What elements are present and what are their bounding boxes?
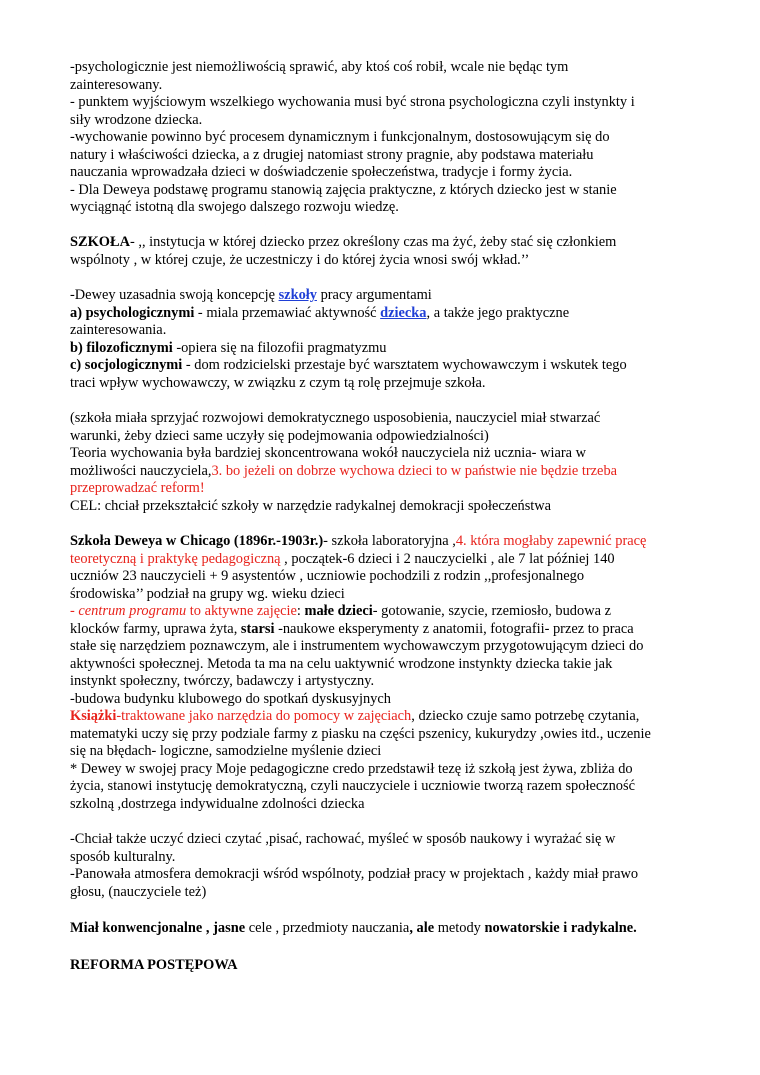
szkola-label: SZKOŁA [70, 234, 130, 250]
link-szkoly[interactable]: szkoły [278, 287, 317, 303]
text-line: -Chciał także uczyć dzieci czytać ,pisać, rachować, myśleć w sposób naukowy i wyrażać się w [70, 831, 616, 847]
szkola-definition: SZKOŁA- ,, instytucja w której dziecko przez określony czas ma żyć, żeby stać się członkiem [70, 234, 617, 250]
text-line: zainteresowania. [70, 322, 167, 338]
chicago-title-line: Szkoła Deweya w Chicago (1896r.-1903r.)- szkoła laboratoryjna ,4. która mogłaby zapewnić pracę [70, 533, 647, 549]
text-line: -wychowanie powinno być procesem dynamicznym i funkcjonalnym, dostosowującym się do [70, 129, 610, 145]
text-line: -Panowała atmosfera demokracji wśród wspólnoty, podział pracy w projektach , każdy miał prawo [70, 866, 639, 882]
text-line: (szkoła miała sprzyjać rozwojowi demokratycznego usposobienia, nauczyciel miał stwarzać [70, 410, 601, 426]
dewey-args-intro: -Dewey uzasadnia swoją koncepcję szkoły pracy argumentami [70, 287, 432, 303]
text-line: warunki, żeby dzieci same uczyły się podejmowania odpowiedzialności) [70, 428, 489, 444]
text-line: traci wpływ wychowawczy, w związku z czym tą rolę przejmuje szkoła. [70, 375, 486, 391]
text-line: życia, stanowi instytucję demokratyczną, czyli nauczyciele i uczniowie tworzą razem społeczność [70, 778, 635, 794]
arg-sociological: c) socjologicznymi - dom rodzicielski przestaje być warsztatem wychowawczym i wskutek tego [70, 357, 627, 373]
text-line: możliwości nauczyciela,3. bo jeżeli on dobrze wychowa dzieci to w państwie nie będzie trzeba [70, 463, 618, 479]
text-line: -budowa budynku klubowego do spotkań dyskusyjnych [70, 691, 391, 707]
text-line: środowiska’’ podział na grupy wg. wieku dzieci [70, 586, 345, 602]
text-line: * Dewey w swojej pracy Moje pedagogiczne credo przedstawił tezę iż szkołą jest żywa, zbliża do [70, 761, 633, 777]
text-line: instynkt społeczny, twórczy, badawczy i artystyczny. [70, 673, 375, 689]
text-line: -psychologicznie jest niemożliwością sprawić, aby ktoś coś robił, wcale nie będąc tym [70, 59, 569, 75]
arg-psychological: a) psychologicznymi - miala przemawiać aktywność dziecka, a także jego praktyczne [70, 305, 570, 321]
summary-line: Miał konwencjonalne , jasne cele , przedmioty nauczania, ale metody nowatorskie i radykalne. [70, 920, 637, 936]
text-line: wspólnoty , w której czuje, że uczestniczy i do której życia wnosi swój wkład.’’ [70, 252, 530, 268]
text-line: wyciągnąć istotną dla swojego dalszego rozwoju wiedzę. [70, 199, 399, 215]
text-line: szkolną ,dostrzega indywidualne zdolności dziecka [70, 796, 365, 812]
text-line: siły wrodzone dziecka. [70, 112, 203, 128]
text-line: klocków farmy, uprawa żyta, starsi -naukowe eksperymenty z anatomii, fotografii- przez to praca [70, 621, 634, 637]
section-heading: REFORMA POSTĘPOWA [70, 957, 238, 973]
arg-philosophical: b) filozoficznymi -opiera się na filozofii pragmatyzmu [70, 340, 387, 356]
text-line: natury i właściwości dziecka, a z drugiej natomiast strony pragnie, aby podstawa materiału [70, 147, 594, 163]
text-line: nauczania wprowadzała dzieci w doświadczenie społeczeństwa, tradycje i formy życia. [70, 164, 573, 180]
text-line: - punktem wyjściowym wszelkiego wychowania musi być strona psychologiczna czyli instynkty i [70, 94, 635, 110]
text-line: przeprowadzać reform! [70, 480, 205, 496]
text-line: teoretyczną i praktykę pedagogiczną , początek-6 dzieci i 2 nauczycielki , ale 7 lat później 140 [70, 551, 615, 567]
text-line: aktywności społecznej. Metoda ta ma na celu uaktywnić wrodzone instynkty dziecka takie jak [70, 656, 613, 672]
text-line: sposób kulturalny. [70, 849, 176, 865]
text-line: głosu, (nauczyciele też) [70, 884, 207, 900]
text-line: się na błędach- logiczne, samodzielne myślenie dzieci [70, 743, 382, 759]
text-line: stałe się narzędziem poznawczym, ale i instrumentem wychowawczym przygotowującym dzieci do [70, 638, 644, 654]
text-line: Książki-traktowane jako narzędzia do pomocy w zajęciach, dziecko czuje samo potrzebę czytania, [70, 708, 640, 724]
text-line: - centrum programu to aktywne zajęcie: małe dzieci- gotowanie, szycie, rzemiosło, budowa z [70, 603, 611, 619]
cel-line: CEL: chciał przekształcić szkoły w narzędzie radykalnej demokracji społeczeństwa [70, 498, 552, 514]
text-line: uczniów 23 nauczycieli + 9 asystentów , uczniowie pochodzili z rodzin ,,profesjonalnego [70, 568, 585, 584]
text-line: Teoria wychowania była bardziej skoncentrowana wokół nauczyciela niż ucznia- wiara w [70, 445, 587, 461]
text-line: matematyki uczy się przy podziale farmy z piasku na części pszenicy, kukurydzy ,owies itd., uczenie [70, 726, 651, 742]
text-line: - Dla Deweya podstawę programu stanowią zajęcia praktyczne, z których dziecko jest w stanie [70, 182, 617, 198]
chicago-title: Szkoła Deweya w Chicago (1896r.-1903r.) [70, 533, 324, 549]
link-dziecka[interactable]: dziecka [380, 305, 427, 321]
text-line: zainteresowany. [70, 77, 163, 93]
